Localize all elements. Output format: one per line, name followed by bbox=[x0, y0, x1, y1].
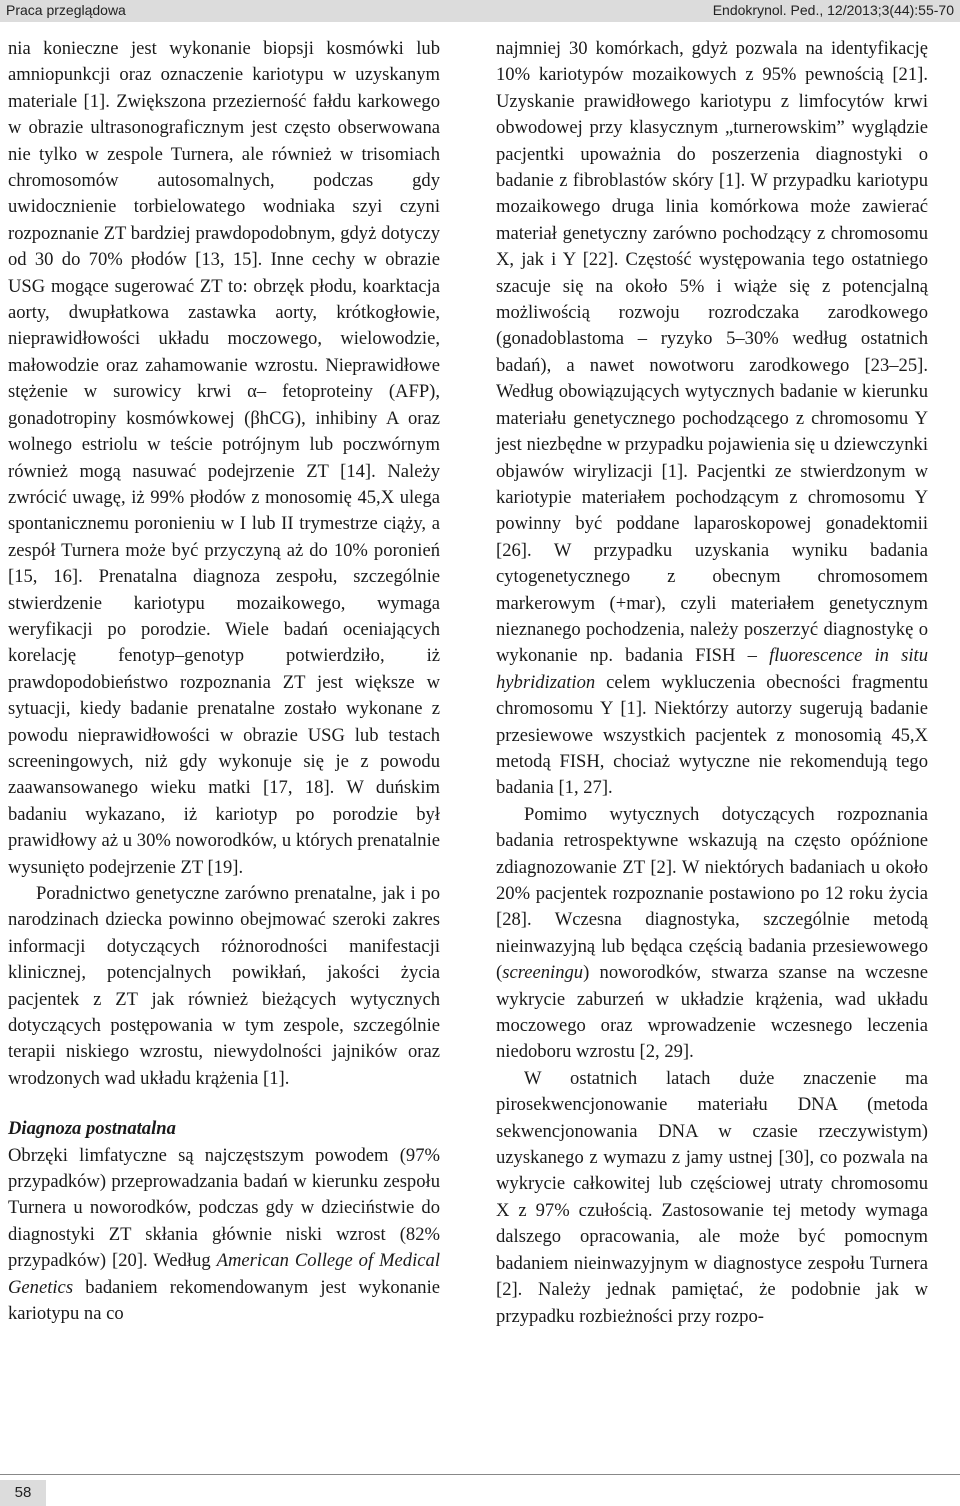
right-column bbox=[496, 36, 928, 1330]
paragraph bbox=[496, 36, 928, 802]
paragraph: nia konieczne jest wykonanie biopsji kosmówki lub amniopunkcji oraz oznaczenie kariotypu w uzyskanym materiale [1]. Zwiększona przezierność fałdu karkowego w obrazie ultrasonograficznym jest często obserwowana nie tylko w zespole Turnera, ale również w trisomiach chromosomów autosomalnych, podczas gdy uwidocznienie torbielowatego wodniaka szyi czyni rozpoznanie ZT bardziej prawdopodobnym, gdyż dotyczy od 30 do 70% płodów [13, 15]. Inne cechy w obrazie USG mogące sugerować ZT to: obrzęk płodu, koarktacja aorty, dwupłatkowa zastawka aorty, krótkogłowie, nieprawidłowości układu moczowego, wielowodzie, małowodzie oraz zahamowanie wzrostu. Nieprawidłowe stężenie w surowicy krwi α– fetoproteiny (AFP), gonadotropiny kosmówkowej (βhCG), inhibiny A oraz wolnego estriolu w teście potrójnym lub poczwórnym również mogą nasuwać podejrzenie ZT [14]. Należy zwrócić uwagę, iż 99% płodów z monosomię 45,X ulega spontanicznemu poronieniu w I lub II trymestrze ciąży, a zespół Turnera może być przyczyną aż do 10% poronień [15, 16]. Prenatalna diagnoza zespołu, szczególnie stwierdzenie kariotypu mozaikowego, wymaga weryfikacji po porodzie. Wiele badań oceniających korelację fenotyp–genotyp potwierdziło, iż prawdopodobieństwo rozpoznania ZT jest większe w sytuacji, kiedy badanie prenatalne zostało wykonane z powodu nieprawidłowości w obrazie USG lub testach screeningowych, niż gdy wykonuje się je z powodu zaawansowanego wieku matki [17, 18]. W duńskim badaniu wykazano, iż kariotyp po porodzie był prawidłowy aż u 30% noworodków, u których prenatalnie wysunięto podejrzenie ZT [19]. bbox=[8, 38, 440, 878]
text-run: Obrzęki limfatyczne są najczęstszym powodem (97% przypadków) przeprowadzania badań w kierunku zespołu Turnera u noworodków, podczas gdy w dzieciństwie do diagnostyki ZT skłania głównie niski wzrost (82% przypadków) [20]. Według bbox=[8, 1144, 440, 1272]
paragraph: W ostatnich latach duże znaczenie ma pirosekwencjonowanie materiału DNA (metoda sekwencjonowania DNA w czasie rzeczywistym) uzyskanego z wymazu z jamy ustnej [30], co pozwala na wykrycie całkowitej lub częściowej utraty chromosomu X z 97% czułością. Zastosowanie tej metody wymaga dalszego opracowania, ale może być pomocnym badaniem nieinwazyjnym w diagnostyce zespołu Turnera [2]. Należy jednak pamiętać, że podobnie jak w przypadku rozbieżności przy rozpo- bbox=[496, 1067, 928, 1327]
text-run: ) noworodków, stwarza szanse na wczesne wykrycie zaburzeń w układzie krążenia, wad układu moczowego oraz wprowadzenie wczesnego leczenia niedoboru wzrostu [2, 29]. bbox=[496, 962, 928, 1063]
paragraph bbox=[496, 802, 928, 1066]
italic-text-run: American College of Medical Genetics bbox=[8, 1250, 440, 1298]
page-number: 58 bbox=[0, 1480, 46, 1506]
text-run: najmniej 30 komórkach, gdyż pozwala na identyfikację 10% kariotypów mozaikowych z 95% pewnością [21]. Uzyskanie prawidłowego kariotypu z limfocytów krwi obwodowej przy klasycznym „turnerowskim” wyglądzie pacjentki upoważnia do poszerzenia diagnostyki o badanie z fibroblastów skóry [1]. W przypadku kariotypu mozaikowego druga linia komórkowa może zawierać materiał genetyczny zarówno pochodzący z chromosomu X, jak i Y [22]. Częstość występowania tego ostatniego szacuje się na około 5% i wiąże się z potencjalną możliwością rozwoju rozrodczaka zarodkowego (gonadoblastoma – ryzyko 5–30% według ostatnich badań), a nawet nowotworu zarodkowego [23–25]. Według obowiązujących wytycznych badanie w kierunku materiału genetycznego pochodzącego z chromosomu Y jest niezbędne w przypadku pojawienia się u dziewczynki objawów wirylizacji [1]. Pacjentki ze stwierdzonym w kariotypie materiałem pochodzącym z chromosomu Y powinny być poddane laparoskopowej gonadektomii [26]. W przypadku uzyskania wyniku badania cytogenetycznego z obecnym chromosomem markerowym (+mar), czyli materiałem genetycznym nieznanego pochodzenia, należy poszerzyć diagnostykę o wykonanie np. badania FISH – bbox=[496, 38, 928, 667]
section-heading: Diagnoza postnatalna bbox=[8, 1118, 176, 1140]
paragraph bbox=[8, 1143, 440, 1328]
article-type-label: Praca przeglądowa bbox=[6, 2, 126, 18]
left-column bbox=[8, 36, 440, 1328]
italic-text-run: screeningu bbox=[502, 962, 584, 984]
running-header bbox=[0, 0, 960, 22]
text-run: Pomimo wytycznych dotyczących rozpoznania badania retrospektywne wskazują na często opóźnione zdiagnozowanie ZT [2]. W niektórych badaniach u około 20% pacjentek rozpoznanie postawiono po 12 roku życia [28]. Wczesna diagnostyka, szczególnie metodą nieinwazyjną lub będąca częścią badania przesiewowego ( bbox=[496, 803, 928, 984]
journal-citation: Endokrynol. Ped., 12/2013;3(44):55-70 bbox=[712, 2, 954, 18]
paragraph: Poradnictwo genetyczne zarówno prenatalne, jak i po narodzinach dziecka powinno obejmować szeroki zakres informacji dotyczących różnorodności manifestacji klinicznej, potencjalnych powikłań, jakości życia pacjentek z ZT jak również bieżących wytycznych dotyczących postępowania w tym zespole, szczególnie terapii niskiego wzrostu, niewydolności jajników oraz wrodzonych wad układu krążenia [1]. bbox=[8, 883, 440, 1089]
footer-divider bbox=[0, 1474, 960, 1475]
text-run: badaniem rekomendowanym jest wykonanie kariotypu na co bbox=[8, 1276, 440, 1325]
text-run: celem wykluczenia obecności fragmentu chromosomu Y [1]. Niektórzy autorzy sugerują badanie przesiewowe wszystkich pacjentek z monosomią 45,X metodą FISH, chociaż wytyczne nie rekomendują tego badania [1, 27]. bbox=[496, 671, 928, 799]
italic-text-run: fluorescence in situ hybridization bbox=[496, 645, 928, 693]
